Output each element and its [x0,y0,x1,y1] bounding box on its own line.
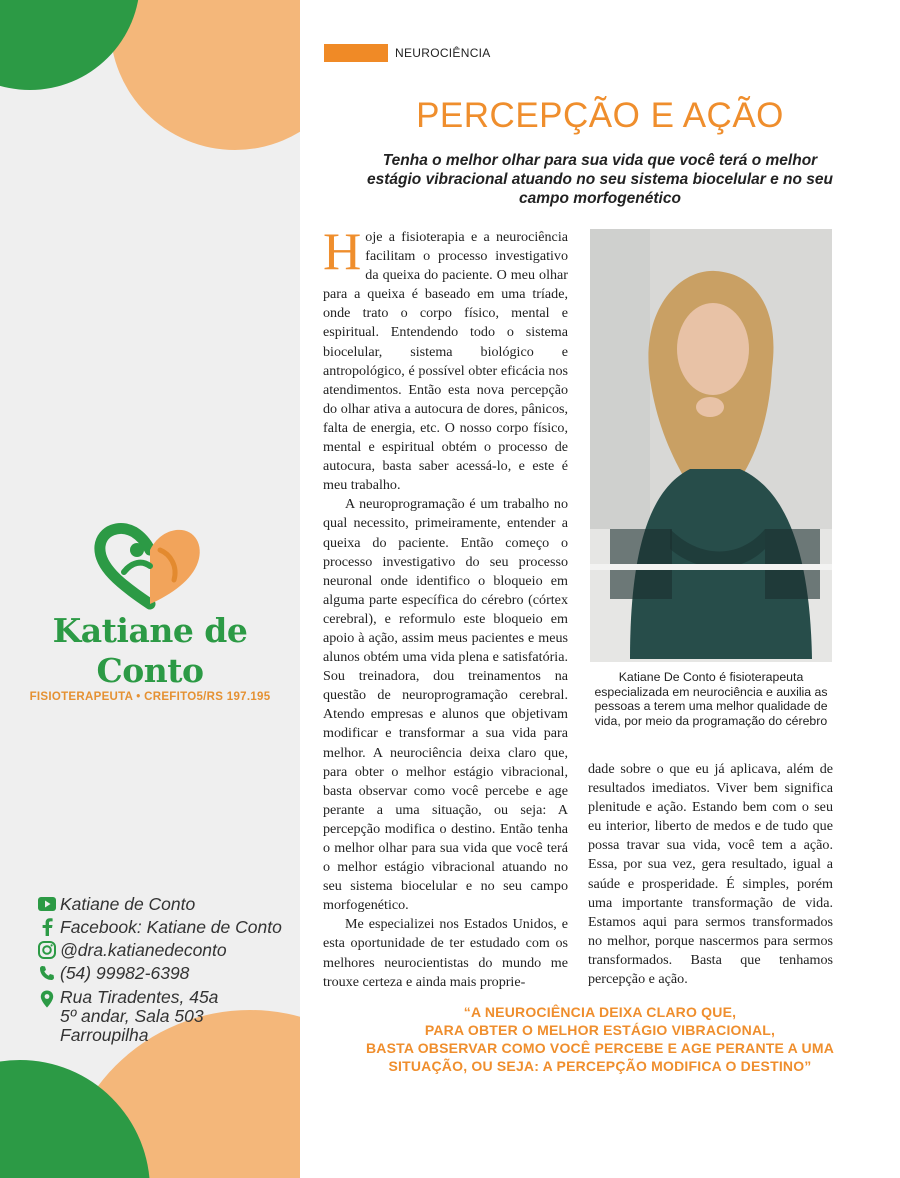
brand-logo [0,520,300,703]
brand-credential: FISIOTERAPEUTA • CREFITO5/RS 197.195 [29,691,271,703]
article-column-1 [323,223,568,992]
paragraph: A neuroprogramação é um trabalho no qual necessito, primeiramente, entender a queixa do paciente. Então começo o processo investigativo do seu processo neuronal onde identifico o bloqueio em alguma parte específica do cérebro (córtex cerebral), e reformulo este bloqueio em apoio à ação, assim meus pacientes e meus alunos obtém uma vida plena e satisfatória. Sou treinadora, dou treinamentos na questão de neuroprogramação cerebral. Atendo empresas e alunos que objetivam modificar e transformar a sua vida para melhor. A neurociência deixa claro que, para obter o melhor estágio vibracional, basta observar como você percebe e age perante a uma situação, ou seja: A percepção modifica o destino. Então tenha o melhor olhar para sua vida que você terá o melhor estágio vibracional atuando no seu sistema biocelular e no seu campo morfogenético. [323,496,568,914]
paragraph: dade sobre o que eu já aplicava, além de resultados imediatos. Viver bem significa plenitude e ação. Estando bem com o seu eu interior, liberto de medos e de tudo que possa travar sua vida, você tem a ação. Essa, por sua vez, gera resultado, igual a saúde e prosperidade. É simples, porém uma importante transformação de vida. Estamos aqui para sermos transformados no melhor, porque nascermos para sermos transformados. Basta que tenhamos percepção e ação. [588,761,833,988]
contact-facebook [38,916,298,938]
contact-text: Facebook: Katiane de Conto [60,917,282,937]
contact-youtube [38,893,298,915]
contact-text: @dra.katianedeconto [60,940,227,960]
instagram-icon [38,941,56,959]
photo-caption: Katiane De Conto é fisioterapeuta especializada em neurociência e auxilia as pessoas a terem uma melhor qualidade de vida, por meio da programação do cérebro [594,670,828,728]
paragraph: Me especializei nos Estados Unidos, e esta oportunidade de ter estudado com os melhores neurocientistas do mundo me trouxe certeza e ainda mais proprie- [323,916,568,990]
pull-quote-line: SITUAÇÃO, OU SEJA: A PERCEPÇÃO MODIFICA O DESTINO” [388,1058,812,1074]
address-line: 5º andar, Sala 503 [60,1006,204,1026]
address-line: Rua Tiradentes, 45a [60,987,219,1007]
location-pin-icon [38,990,56,1008]
phone-icon [38,964,56,982]
pull-quote-line: BASTA OBSERVAR COMO VOCÊ PERCEBE E AGE PERANTE A UMA [365,1040,835,1056]
pull-quote-line: PARA OBTER O MELHOR ESTÁGIO VIBRACIONAL, [424,1022,776,1038]
brand-name: Katiane de Conto [52,611,248,690]
article-column-2 [588,760,833,989]
contact-text: Katiane de Conto [60,894,196,914]
contact-list [38,893,298,1046]
pull-quote-line: “A NEUROCIÊNCIA DEIXA CLARO QUE, [463,1004,737,1020]
address-line: Farroupilha [60,1025,149,1045]
heart-logo-icon [90,520,210,610]
paragraph: oje a fisioterapia e a neurociência facilitam o processo investigativo da queixa do paciente. O meu olhar para a queixa é baseado em uma tríade, onde trato o corpo físico, mental e espiritual. Entendendo todo o sistema biocelular, sistema biológico e antropológico, é possível obter eficácia nos atendimentos. Então esta nova percepção do olhar ativa a autocura de dores, pânicos, falta de energia, etc. O nosso corpo físico, mental e espiritual obtém o processo de autocura, basta saber acessá-lo, e este é meu trabalho. [323,229,568,494]
article-title: PERCEPÇÃO E AÇÃO [416,96,784,135]
decorative-orange-circle-top [110,0,300,150]
sidebar [0,0,300,1178]
facebook-icon [38,918,56,936]
section-color-bar [324,44,388,62]
contact-phone [38,962,298,984]
drop-cap: H [323,223,362,281]
pull-quote [300,1003,900,1075]
contact-text: (54) 99982-6398 [60,963,190,983]
contact-address [38,988,298,1045]
youtube-icon [38,895,56,913]
portrait-illustration [590,229,832,662]
contact-instagram [38,939,298,961]
portrait-photo [590,229,832,662]
section-label: NEUROCIÊNCIA [395,46,491,60]
article-subtitle: Tenha o melhor olhar para sua vida que você terá o melhor estágio vibracional atuando no seu sistema biocelular e no seu campo morfogenético [367,152,833,207]
